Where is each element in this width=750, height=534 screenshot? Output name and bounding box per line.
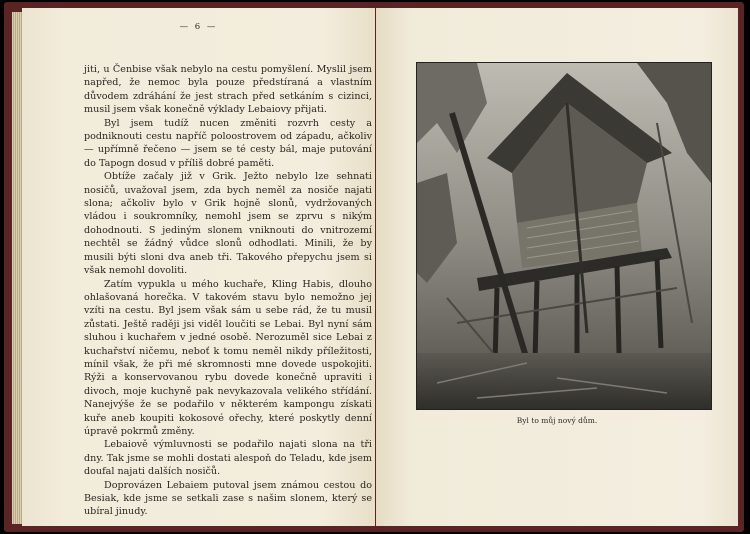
paragraph: jiti, u Čenbise však nebylo na cestu pomyšlení. Myslil jsem napřed, že nemoc byla pouze předstíraná a vlastním důvodem zdráhání že jest strach před setkáním s cizinci, musil jsem však konečně výklady Lebaiovy přijati. bbox=[84, 64, 372, 116]
hut-photograph bbox=[416, 62, 712, 410]
photo-caption: Byl to můj nový dům. bbox=[516, 416, 598, 425]
paragraph: Doprovázen Lebaiem putoval jsem známou cestou do Besiak, kde jsme se setkali zase s našim slonem, který se ubíral jinudy. bbox=[84, 479, 372, 518]
page-edges bbox=[12, 12, 22, 524]
paragraph: Obtíže začaly již v Grik. Ježto nebylo lze sehnati nosičů, uvažoval jsem, zda bych neměl za nosiče najati slona; ačkoliv bylo v Grik hojně slonů, vydržovaných vládou i soukromníky, nemohl jsem se zprvu s nikým dohodnouti. S jediným slonem vniknouti do vnitrozemí nechtěl se žádný vůdce slonů odhodlati. Minili, že by musili býti sloni dva aneb tři. Takového přepychu jsem si však nemohl dovoliti. bbox=[84, 171, 372, 277]
paragraph: Lebaiově výmluvnosti se podařilo najati slona na tři dny. Tak jsme se mohli dostati alespoň do Teladu, kde jsem doufal najati dalších nosičů. bbox=[84, 439, 372, 478]
paragraph: Byl jsem tudíž nucen změniti rozvrh cesty a podniknouti cestu napříč poloostrovem od západu, ačkoliv — upřímně řečeno — jsem se té cesty bál, maje putování do Tapogn dosud v příliš dobré paměti. bbox=[84, 117, 372, 169]
page-number: — 6 — bbox=[179, 22, 218, 32]
paragraph: Zatím vypukla u mého kuchaře, Kling Habis, dlouho ohlašovaná horečka. V takovém stavu bylo nemožno jej vzíti na cestu. Byl jsem však sám u sebe rád, že tu musil zůstati. Ještě raději jsi viděl loučiti se Lebai. Byl nyní sám sluhou i kuchařem v jedné osobě. Nerozuměl sice Lebai z kuchařství ničemu, neboť k tomu neměl nikdy příležitosti, mínil však, že při mé skromnosti mne dovede uspokojiti. Rýži a konservovanou rybu dovede konečně upraviti i divoch, moje kuchyně pak nevykazovala velikého střídání. Nanejvýše že se podařilo v některém kampongu získati kuře aneb koupiti kokosové ořechy, které poskytly denní úpravě pokrmů změny. bbox=[84, 278, 372, 437]
left-page bbox=[22, 8, 375, 526]
book-spread bbox=[4, 2, 744, 532]
body-text bbox=[84, 63, 372, 519]
right-page bbox=[376, 8, 738, 526]
